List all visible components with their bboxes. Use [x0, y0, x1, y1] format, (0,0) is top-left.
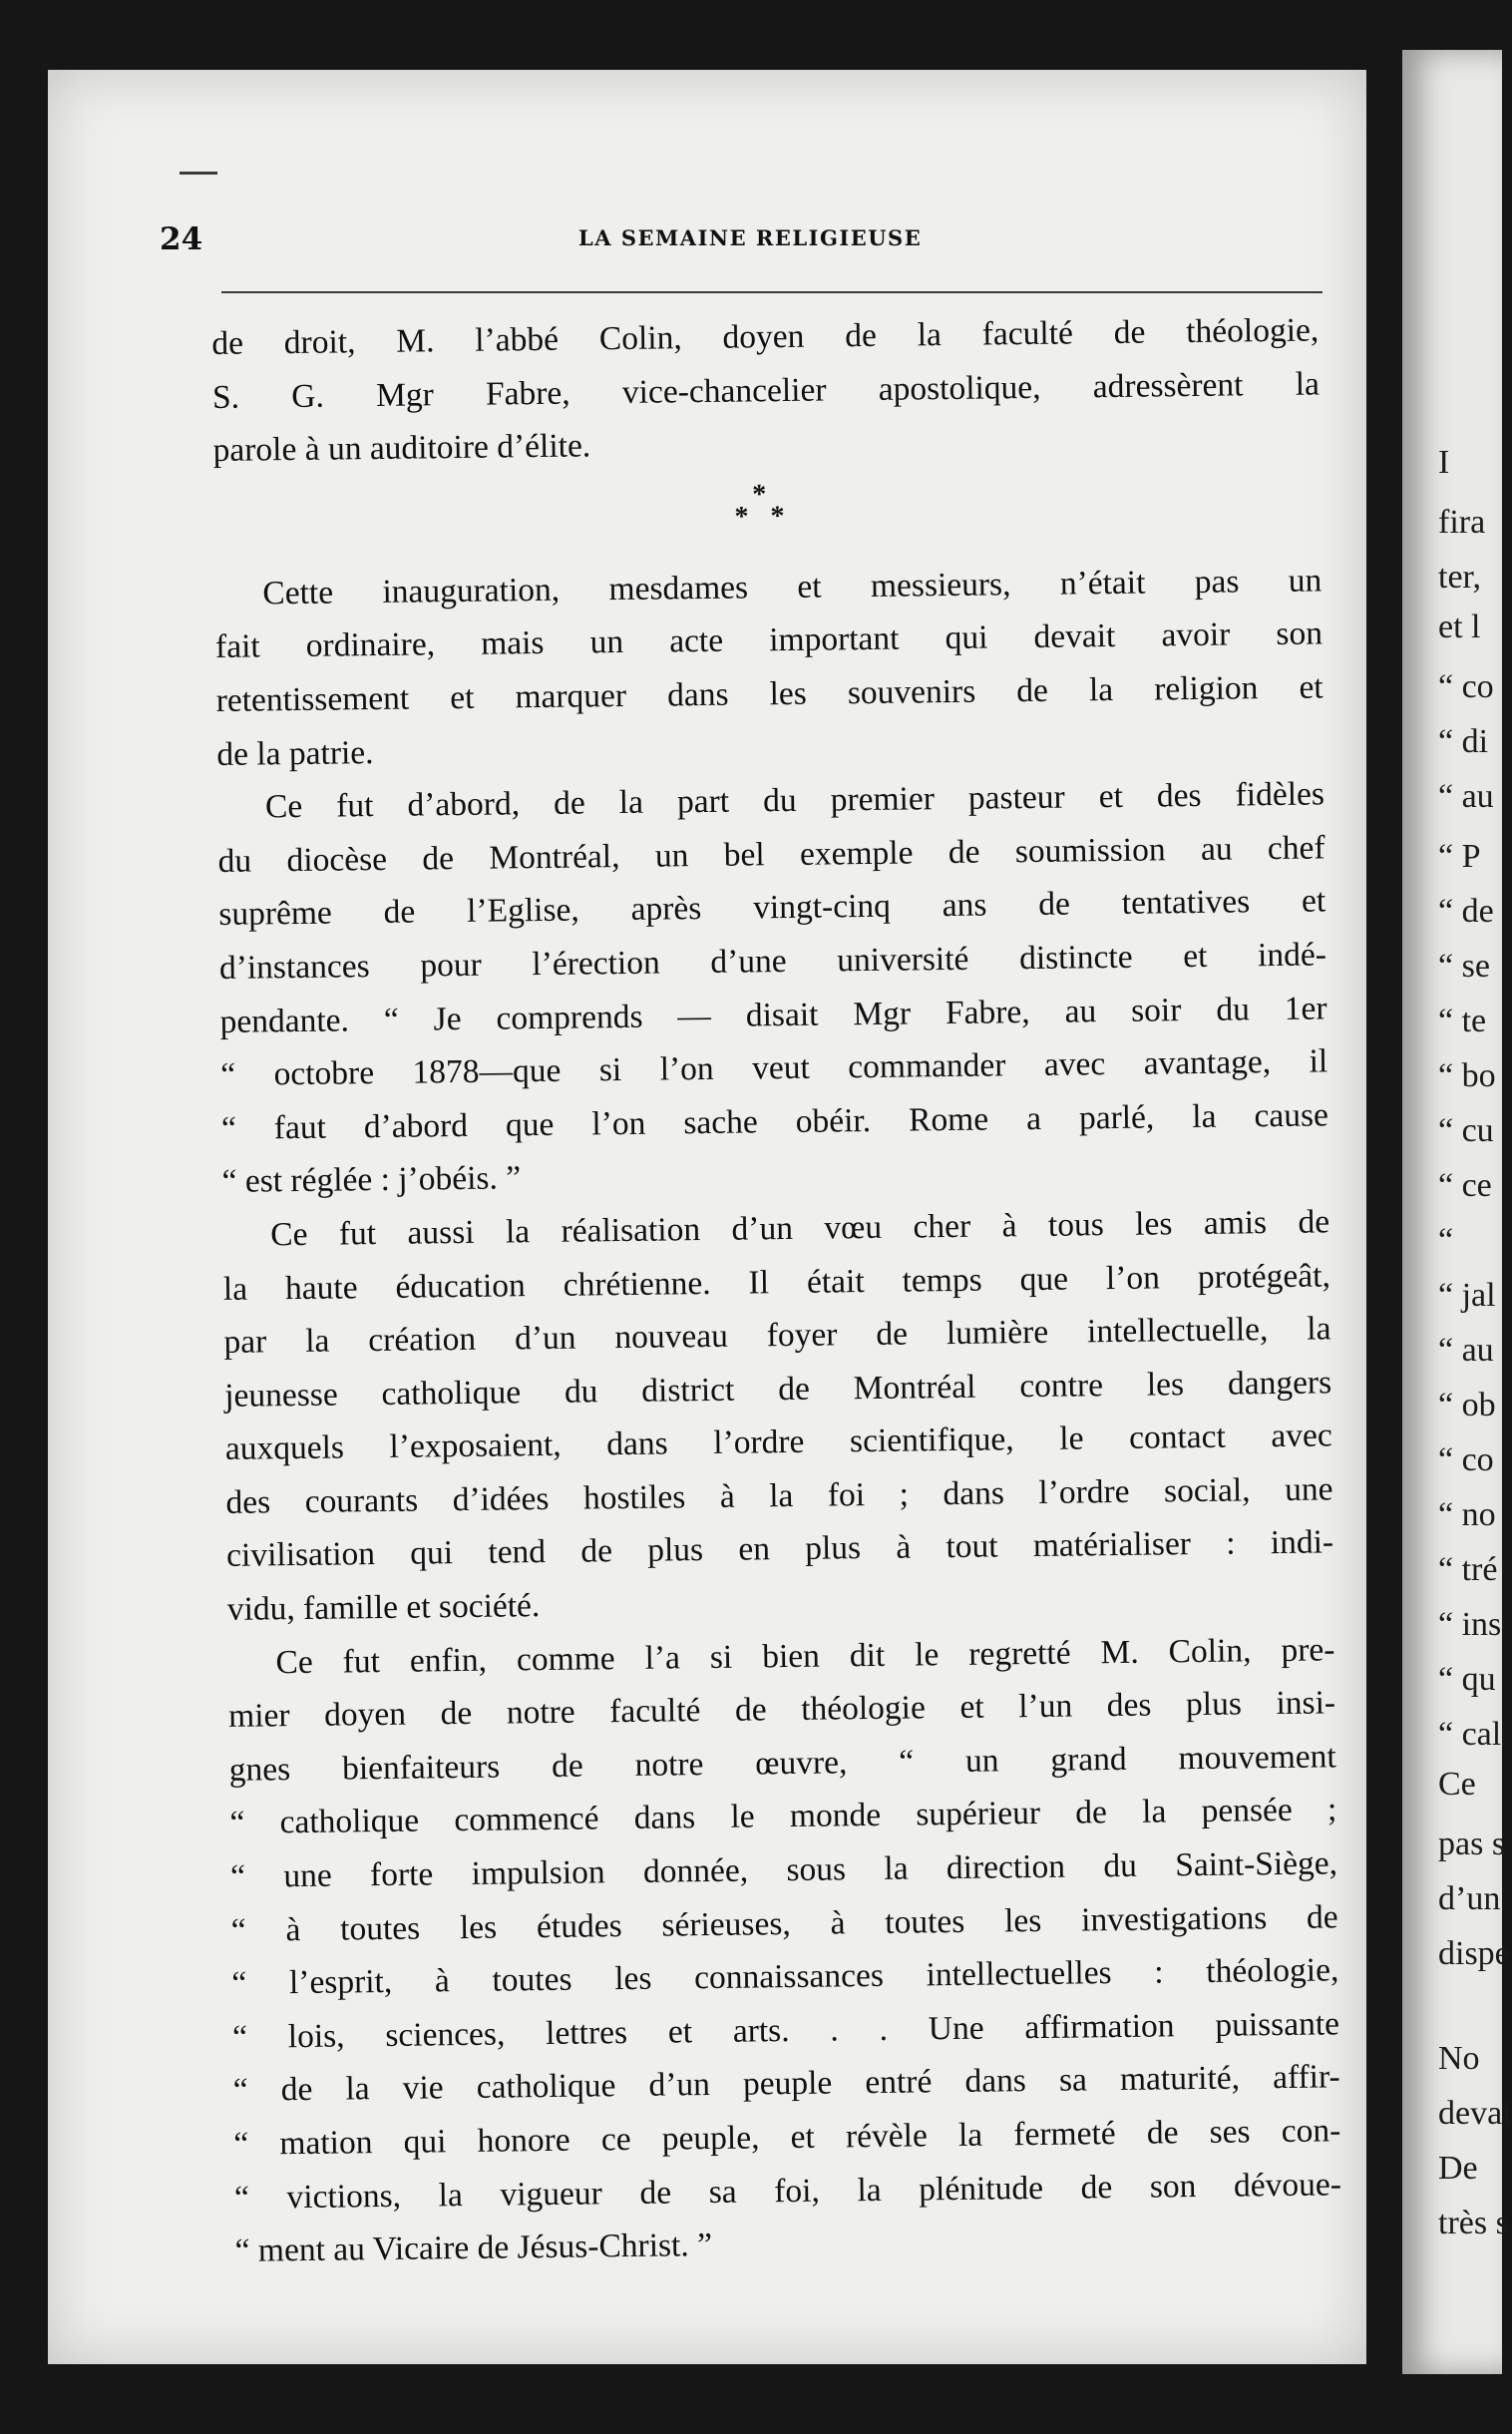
text-line: “ victions, la vigueur de sa foi, la plénitude de son dévoue-: [233, 2165, 1342, 2217]
adjacent-page-fragment: I: [1438, 444, 1450, 481]
adjacent-page-fragment: “ au: [1438, 1332, 1494, 1369]
text-line: retentissement et marquer dans les souvenirs de la religion et: [215, 668, 1323, 719]
adjacent-page-fragment: “ qu: [1438, 1661, 1496, 1698]
text-line: mier doyen de notre faculté de théologie et l’un des plus insi-: [227, 1684, 1336, 1736]
asterism-ornament: [213, 464, 1322, 568]
text-line: Cette inauguration, mesdames et messieurs, n’était pas un: [262, 562, 1323, 612]
text-line: “ octobre 1878—que si l’on veut commander avec avantage, il: [220, 1042, 1328, 1094]
body-text: [211, 303, 1342, 2277]
running-head: LA SEMAINE RELIGIEUSE: [578, 225, 923, 250]
adjacent-page-fragment: et l: [1438, 608, 1481, 645]
page-header: [160, 221, 1307, 271]
adjacent-page-fragment: fira: [1438, 504, 1486, 541]
adjacent-page-fragment: d’un: [1438, 1880, 1501, 1917]
text-line: la haute éducation chrétienne. Il était temps que l’on protégeât,: [222, 1256, 1331, 1308]
text-line: du diocèse de Montréal, un bel exemple de soumission au chef: [217, 829, 1325, 880]
adjacent-page-fragment: “ bo: [1438, 1057, 1496, 1094]
text-line: civilisation qui tend de plus en plus à tout matérialiser : indi-: [225, 1523, 1334, 1575]
text-line: “ à toutes les études sérieuses, à toutes les investigations de: [230, 1897, 1338, 1949]
adjacent-page-edge: [1402, 50, 1512, 2374]
paragraph: [214, 554, 1324, 781]
text-line: “ une forte impulsion donnée, sous la direction du Saint-Siège,: [229, 1844, 1338, 1895]
page-number: 24: [160, 221, 203, 257]
adjacent-page-fragment: “ no: [1438, 1496, 1496, 1533]
text-line: d’instances pour l’érection d’une université distincte et indé-: [218, 936, 1327, 987]
text-line: de droit, M. l’abbé Colin, doyen de la faculté de théologie,: [211, 311, 1320, 362]
adjacent-page-fragment: “ co: [1438, 1441, 1494, 1478]
paragraph: [222, 1195, 1334, 1636]
text-line: S. G. Mgr Fabre, vice-chancelier apostolique, adressèrent la: [211, 365, 1321, 416]
adjacent-page-fragment: Ce: [1438, 1766, 1476, 1803]
header-rule: [221, 291, 1323, 293]
text-line: jeunesse catholique du district de Montréal contre les dangers: [223, 1364, 1332, 1415]
adjacent-page-fragment: “ di: [1438, 723, 1489, 760]
adjacent-page-fragment: “ se: [1438, 948, 1490, 985]
adjacent-page-fragment: “ P: [1438, 838, 1481, 875]
adjacent-page-fragment: De: [1438, 2150, 1478, 2187]
adjacent-page-fragment: dispe: [1438, 1935, 1510, 1972]
text-line: “ ment au Vicaire de Jésus-Christ. ”: [234, 2227, 713, 2270]
text-line: pendante. “ Je comprends — disait Mgr Fabre, au soir du 1er: [219, 989, 1327, 1040]
asterism-star: *: [752, 479, 767, 511]
adjacent-page-fragment: “ ce: [1438, 1167, 1492, 1204]
adjacent-page-fragment: “ jal: [1438, 1277, 1496, 1314]
text-line: gnes bienfaiteurs de notre œuvre, “ un grand mouvement: [228, 1738, 1336, 1789]
adjacent-page-fragment: “ ins: [1438, 1606, 1502, 1643]
text-line: Ce fut enfin, comme l’a si bien dit le regretté M. Colin, pre-: [275, 1630, 1335, 1681]
text-line: de la patrie.: [216, 733, 374, 773]
text-line: Ce fut aussi la réalisation d’un vœu cher à tous les amis de: [270, 1203, 1330, 1254]
adjacent-page-fragment: “ te: [1438, 1003, 1487, 1039]
top-dash-mark: [180, 172, 217, 175]
text-line: Ce fut d’abord, de la part du premier pasteur et des fidèles: [264, 775, 1325, 826]
text-line: suprême de l’Eglise, après vingt-cinq ans de tentatives et: [218, 882, 1326, 934]
text-line: “ l’esprit, à toutes les connaissances intellectuelles : théologie,: [231, 1951, 1339, 2003]
text-line: “ faut d’abord que l’on sache obéir. Rome a parlé, la cause: [220, 1096, 1329, 1147]
adjacent-page-fragment: “ ob: [1438, 1387, 1496, 1423]
text-line: “ lois, sciences, lettres et arts. . . Une affirmation puissante: [231, 2005, 1340, 2056]
text-line: par la création d’un nouveau foyer de lumière intellectuelle, la: [223, 1310, 1331, 1362]
adjacent-page-fragment: “ tré: [1438, 1551, 1498, 1588]
adjacent-page-fragment: “ de: [1438, 893, 1494, 930]
adjacent-page-fragment: “ cal: [1438, 1716, 1502, 1753]
text-line: vidu, famille et société.: [226, 1587, 541, 1628]
text-line: “ de la vie catholique d’un peuple entré dans sa maturité, affir-: [232, 2058, 1340, 2110]
text-line: “ est réglée : j’obéis. ”: [221, 1159, 522, 1201]
adjacent-page-fragment: devai: [1438, 2095, 1512, 2132]
adjacent-page-fragment: très s: [1438, 2205, 1509, 2241]
text-line: fait ordinaire, mais un acte important qui devait avoir son: [214, 614, 1323, 666]
asterism-star: *: [770, 500, 785, 532]
adjacent-page-fragment: “ au: [1438, 778, 1494, 815]
adjacent-page-fragment: pas s: [1438, 1826, 1506, 1862]
text-line: auxquels l’exposaient, dans l’ordre scientifique, le contact avec: [224, 1417, 1333, 1468]
paragraph: [211, 303, 1321, 477]
adjacent-page-fragment: “: [1438, 1222, 1454, 1259]
text-line: “ catholique commencé dans le monde supérieur de la pensée ;: [229, 1791, 1337, 1842]
text-line: des courants d’idées hostiles à la foi ; dans l’ordre social, une: [225, 1470, 1333, 1521]
adjacent-page-fragment: ter,: [1438, 559, 1481, 596]
adjacent-page-fragment: No: [1438, 2040, 1480, 2077]
adjacent-page-fragment: “ cu: [1438, 1112, 1494, 1149]
asterism-star: *: [734, 501, 749, 533]
text-line: parole à un auditoire d’élite.: [212, 427, 591, 470]
paragraph: [217, 768, 1329, 1209]
text-line: “ mation qui honore ce peuple, et révèle la fermeté de ses con-: [233, 2112, 1341, 2163]
paragraph: [227, 1623, 1342, 2278]
adjacent-page-fragment: “ co: [1438, 668, 1494, 705]
